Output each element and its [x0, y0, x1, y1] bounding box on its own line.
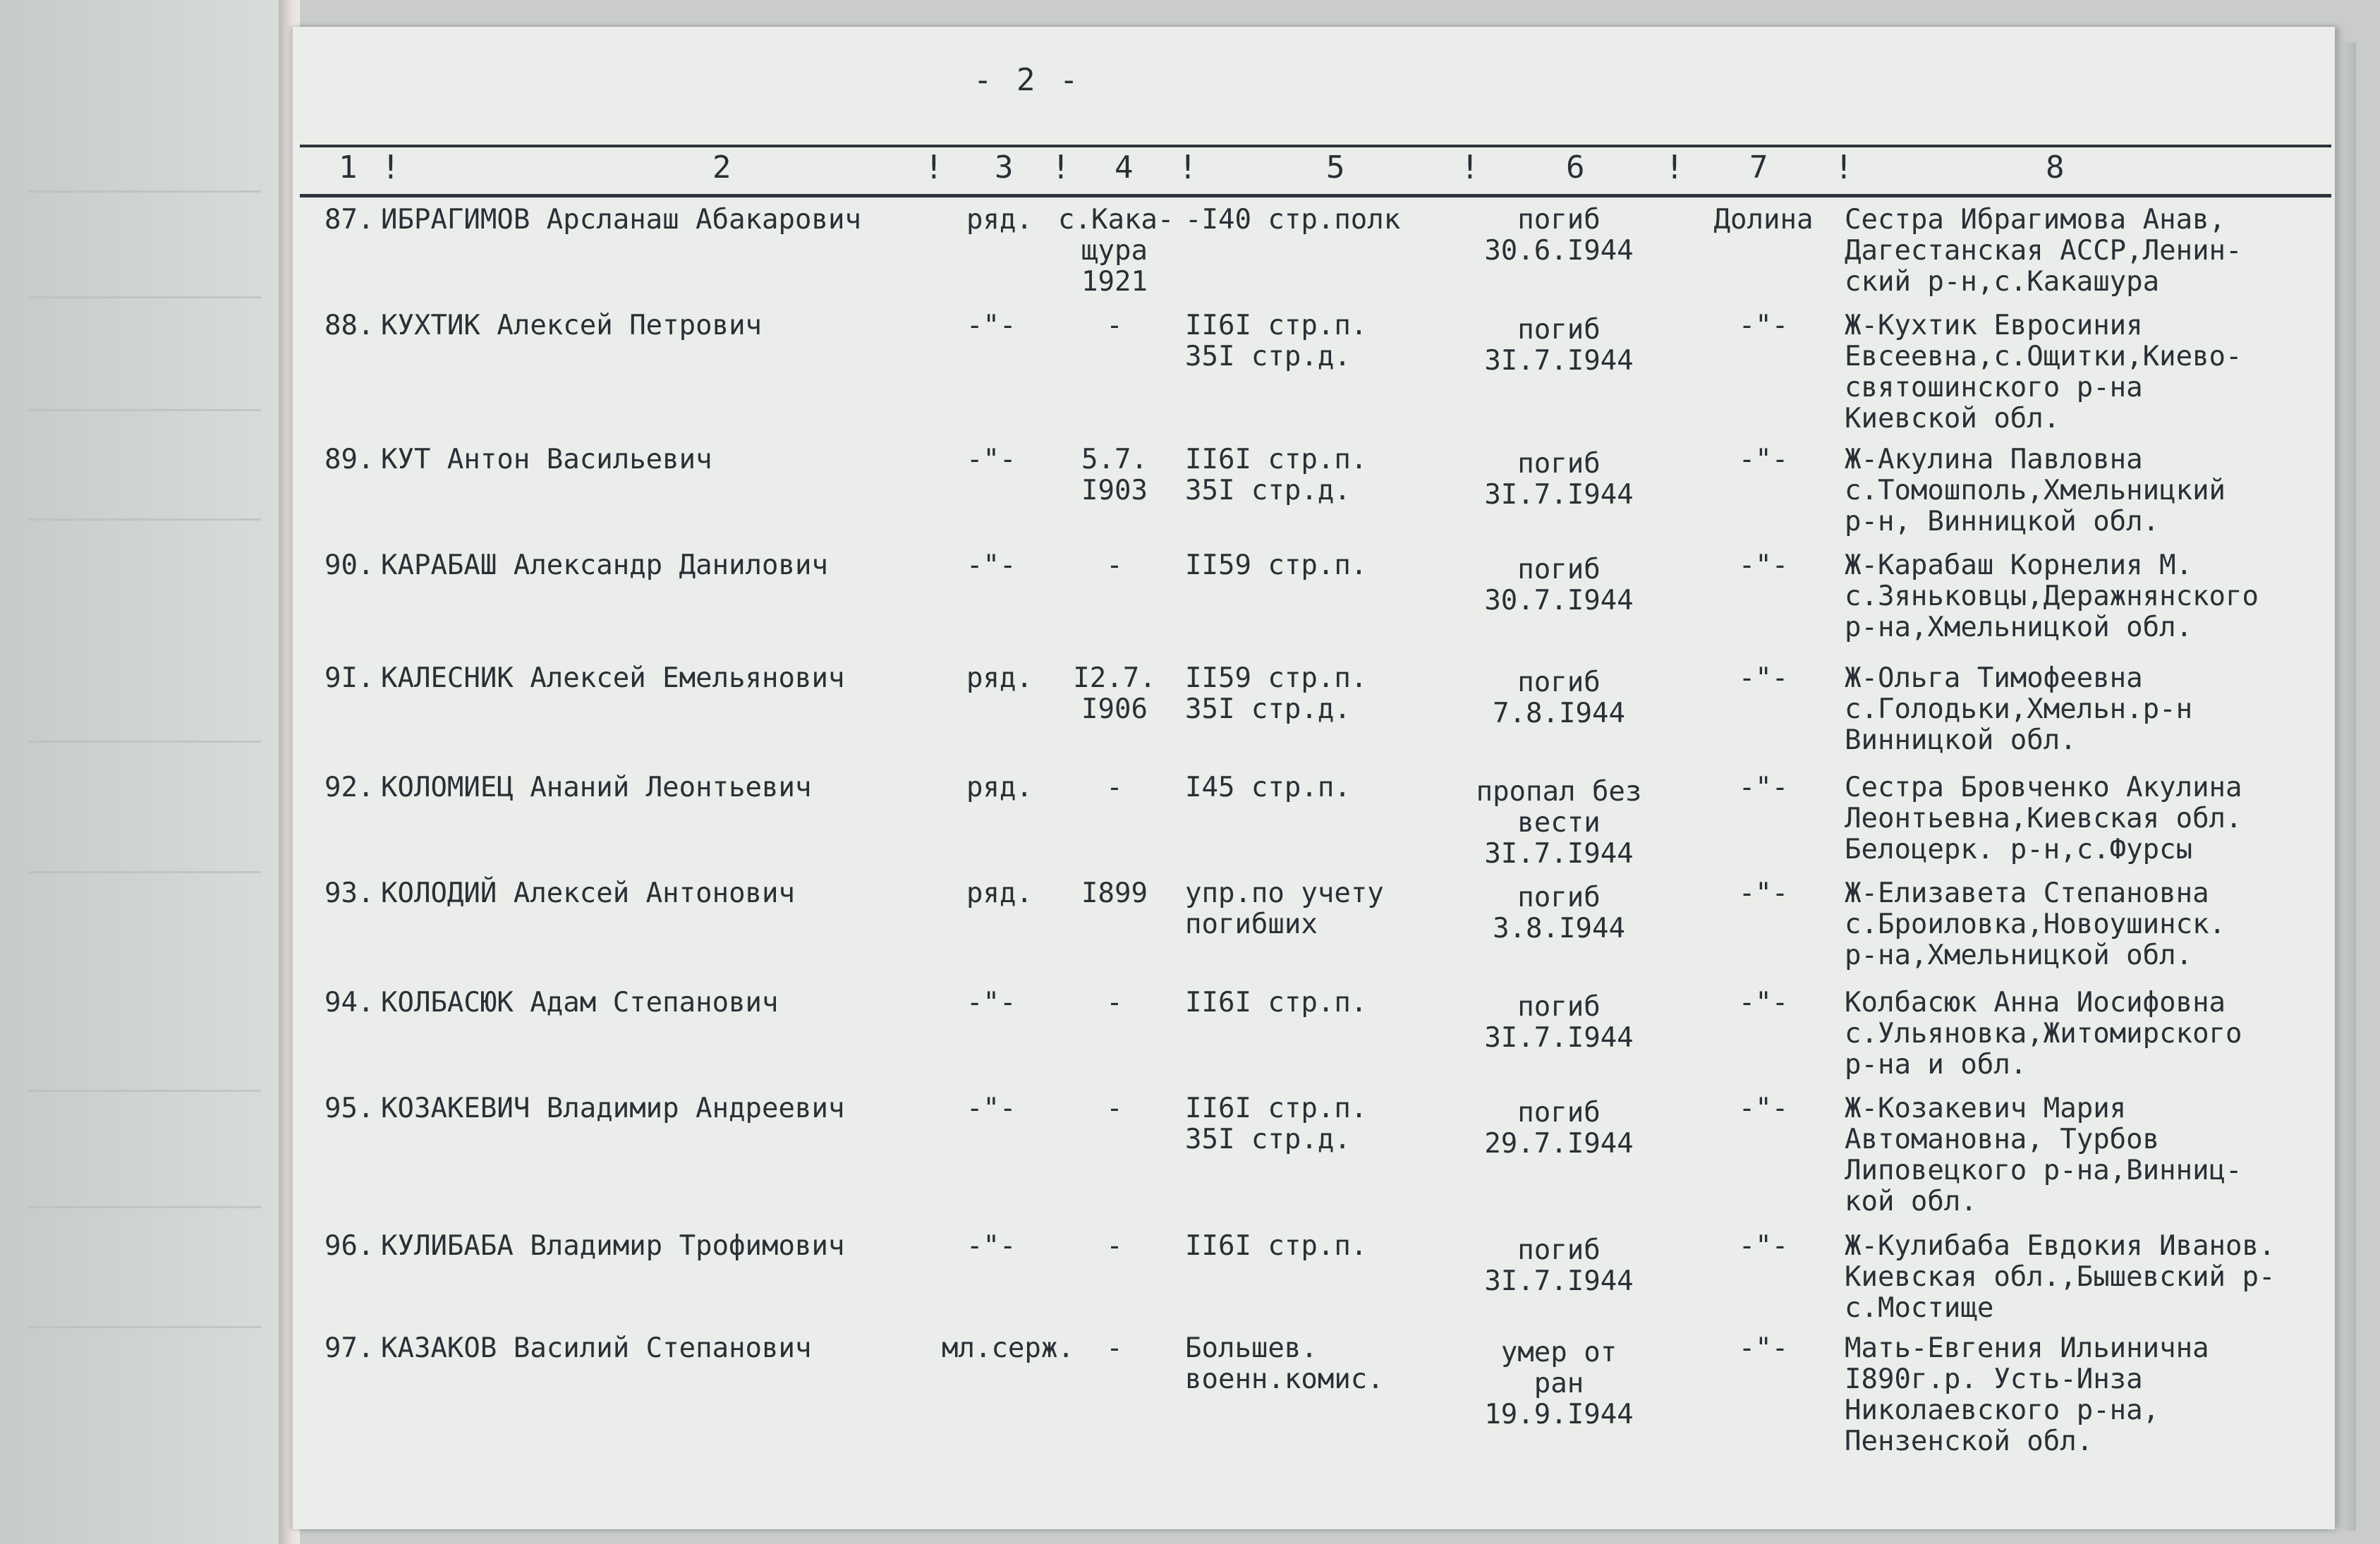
column-separator: !: [1665, 148, 1684, 186]
fate-date: погиб 3.8.I944: [1493, 882, 1625, 944]
header-top-rule: [300, 145, 2331, 147]
military-unit: II6I стр.п.: [1185, 987, 1368, 1019]
underlying-text-line: [28, 871, 261, 873]
column-separator: !: [1178, 148, 1198, 186]
header-bottom-rule: [300, 194, 2331, 197]
next-of-kin: Ж-Карабаш Корнелия М. с.Зяньковцы,Деражнянского р-на,Хмельницкой обл.: [1845, 549, 2259, 643]
underlying-text-line: [28, 1206, 261, 1208]
fate-date: умер от ран 19.9.I944: [1484, 1337, 1634, 1430]
fate-date: погиб 30.7.I944: [1484, 554, 1634, 616]
rank: -"-: [966, 987, 1016, 1019]
column-separator: !: [924, 148, 944, 186]
row-number: 93.: [324, 877, 375, 909]
rank: -"-: [966, 444, 1016, 475]
soldier-name: КОЛБАСЮК Адам Степанович: [381, 987, 779, 1019]
page-number: - 2 -: [973, 62, 1081, 98]
soldier-name: КАЗАКОВ Василий Степанович: [381, 1332, 812, 1364]
birth-info: -: [1106, 987, 1123, 1019]
birth-info: -: [1106, 1230, 1123, 1262]
column-header-3: 3: [995, 150, 1014, 186]
rank: ряд.: [966, 877, 1033, 909]
underlying-text-line: [28, 1090, 261, 1092]
row-number: 95.: [324, 1093, 375, 1124]
fate-date: погиб 29.7.I944: [1484, 1097, 1634, 1160]
column-header-5: 5: [1326, 150, 1345, 186]
birth-info: -: [1106, 1093, 1123, 1124]
birth-info: I899: [1081, 877, 1148, 909]
next-of-kin: Ж-Кулибаба Евдокия Иванов. Киевская обл.,Бышевский р- с.Мостище: [1845, 1230, 2276, 1324]
next-of-kin: Ж-Елизавета Степановна с.Броиловка,Новоушинск. р-на,Хмельницкой обл.: [1845, 877, 2226, 971]
military-unit: -I40 стр.полк: [1185, 204, 1401, 236]
rank: ряд.: [966, 772, 1033, 803]
burial-place: -"-: [1738, 877, 1789, 909]
burial-place: -"-: [1738, 444, 1789, 475]
burial-place: -"-: [1738, 1332, 1789, 1364]
birth-info: -: [1106, 549, 1123, 581]
row-number: 94.: [324, 987, 375, 1019]
soldier-name: КОЛОДИЙ Алексей Антонович: [381, 877, 795, 909]
birth-info: с.Кака- щура 1921: [1058, 204, 1174, 298]
row-number: 9I.: [324, 662, 375, 694]
underlying-page: [0, 0, 296, 1544]
birth-info: -: [1106, 310, 1123, 341]
rank: -"-: [966, 1230, 1016, 1262]
rank: ряд.: [966, 662, 1033, 694]
military-unit: Большев. военн.комис.: [1185, 1332, 1384, 1395]
underlying-text-line: [28, 409, 261, 411]
rank: мл.серж.: [942, 1332, 1074, 1364]
soldier-name: ИБРАГИМОВ Арсланаш Абакарович: [381, 204, 861, 236]
next-of-kin: Ж-Козакевич Мария Автомановна, Турбов Липовецкого р-на,Винниц- кой обл.: [1845, 1093, 2242, 1217]
birth-info: I2.7. I906: [1073, 662, 1156, 725]
soldier-name: КАРАБАШ Александр Данилович: [381, 549, 828, 581]
burial-place: -"-: [1738, 987, 1789, 1019]
underlying-text-line: [28, 296, 261, 298]
row-number: 97.: [324, 1332, 375, 1364]
military-unit: II6I стр.п.: [1185, 1230, 1368, 1262]
soldier-name: КОЗАКЕВИЧ Владимир Андреевич: [381, 1093, 845, 1124]
next-of-kin: Ж-Акулина Павловна с.Томошполь,Хмельницкий р-н, Винницкой обл.: [1845, 444, 2226, 537]
burial-place: -"-: [1738, 662, 1789, 694]
next-of-kin: Колбасюк Анна Иосифовна с.Ульяновка,Житомирского р-на и обл.: [1845, 987, 2242, 1081]
row-number: 89.: [324, 444, 375, 475]
soldier-name: КОЛОМИЕЦ Ананий Леонтьевич: [381, 772, 812, 803]
next-of-kin: Ж-Кухтик Евросиния Евсеевна,с.Ощитки,Киево- святошинского р-на Киевской обл.: [1845, 310, 2242, 434]
column-header-2: 2: [712, 150, 731, 186]
soldier-name: КАЛЕСНИК Алексей Емельянович: [381, 662, 845, 694]
column-header-8: 8: [2046, 150, 2065, 186]
underlying-text-line: [28, 1326, 261, 1328]
rank: -"-: [966, 310, 1016, 341]
military-unit: I45 стр.п.: [1185, 772, 1351, 803]
burial-place: Долина: [1713, 204, 1814, 236]
column-separator: !: [1051, 148, 1071, 186]
military-unit: II59 стр.п. 35I стр.д.: [1185, 662, 1368, 725]
soldier-name: КУХТИК Алексей Петрович: [381, 310, 763, 341]
military-unit: II6I стр.п. 35I стр.д.: [1185, 444, 1368, 506]
rank: -"-: [966, 549, 1016, 581]
burial-place: -"-: [1738, 310, 1789, 341]
birth-info: -: [1106, 772, 1123, 803]
fate-date: погиб 3I.7.I944: [1484, 991, 1634, 1054]
birth-info: 5.7. I903: [1081, 444, 1148, 506]
next-of-kin: Мать-Евгения Ильинична I890г.р. Усть-Инза Николаевского р-на, Пензенской обл.: [1845, 1332, 2209, 1457]
fate-date: погиб 30.6.I944: [1484, 204, 1634, 267]
underlying-text-line: [28, 518, 261, 521]
burial-place: -"-: [1738, 1093, 1789, 1124]
underlying-text-line: [28, 190, 261, 193]
column-separator: !: [1460, 148, 1480, 186]
soldier-name: КУТ Антон Васильевич: [381, 444, 712, 475]
next-of-kin: Сестра Ибрагимова Анав, Дагестанская АССР,Ленин- ский р-н,с.Какашура: [1845, 204, 2242, 298]
row-number: 88.: [324, 310, 375, 341]
column-separator: !: [381, 148, 401, 186]
column-header-1: 1: [339, 150, 358, 186]
underlying-text-line: [28, 741, 261, 743]
rank: -"-: [966, 1093, 1016, 1124]
fate-date: погиб 3I.7.I944: [1484, 448, 1634, 511]
next-of-kin: Ж-Ольга Тимофеевна с.Голодьки,Хмельн.р-н Винницкой обл.: [1845, 662, 2193, 756]
soldier-name: КУЛИБАБА Владимир Трофимович: [381, 1230, 845, 1262]
column-header-4: 4: [1115, 150, 1134, 186]
military-unit: II6I стр.п. 35I стр.д.: [1185, 310, 1368, 372]
military-unit: II59 стр.п.: [1185, 549, 1368, 581]
fate-date: погиб 7.8.I944: [1493, 667, 1625, 729]
rank: ряд.: [966, 204, 1033, 236]
column-header-7: 7: [1749, 150, 1768, 186]
fate-date: пропал без вести 3I.7.I944: [1476, 776, 1642, 870]
burial-place: -"-: [1738, 549, 1789, 581]
military-unit: II6I стр.п. 35I стр.д.: [1185, 1093, 1368, 1155]
column-separator: !: [1834, 148, 1854, 186]
birth-info: -: [1106, 1332, 1123, 1364]
military-unit: упр.по учету погибших: [1185, 877, 1384, 940]
fate-date: погиб 3I.7.I944: [1484, 1234, 1634, 1297]
fate-date: погиб 3I.7.I944: [1484, 314, 1634, 377]
row-number: 90.: [324, 549, 375, 581]
row-number: 92.: [324, 772, 375, 803]
next-of-kin: Сестра Бровченко Акулина Леонтьевна,Киевская обл. Белоцерк. р-н,с.Фурсы: [1845, 772, 2242, 865]
row-number: 87.: [324, 204, 375, 236]
column-header-6: 6: [1566, 150, 1585, 186]
burial-place: -"-: [1738, 772, 1789, 803]
row-number: 96.: [324, 1230, 375, 1262]
burial-place: -"-: [1738, 1230, 1789, 1262]
